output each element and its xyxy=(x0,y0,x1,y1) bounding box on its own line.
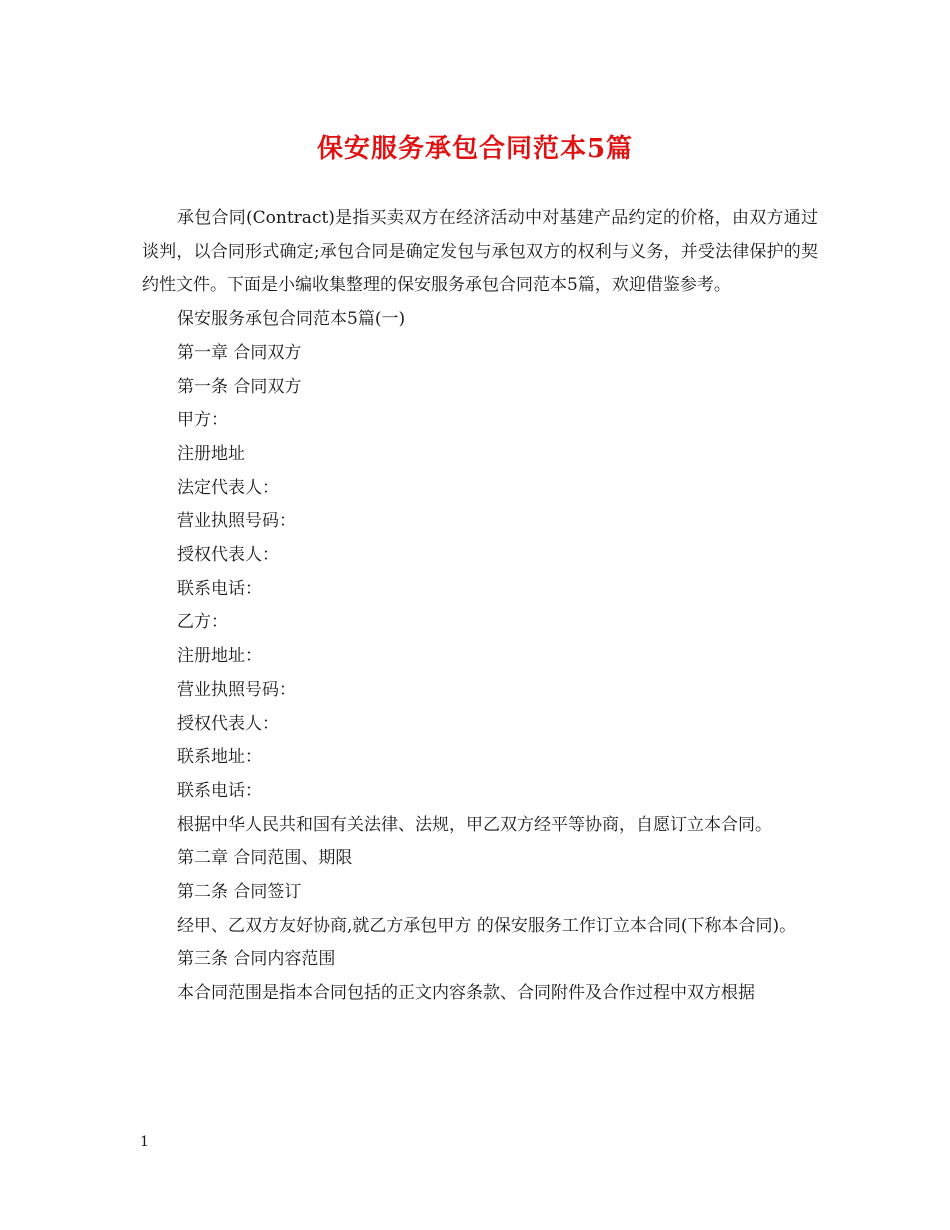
party-a-authorized-rep: 授权代表人： xyxy=(177,545,280,566)
party-b-license: 营业执照号码： xyxy=(177,679,297,700)
document-title: 保安服务承包合同范本5篇 xyxy=(316,134,634,164)
body-paragraph: 本合同范围是指本合同包括的正文内容条款、合同附件及合作过程中双方根据 xyxy=(177,983,756,1004)
intro-paragraph: 承包合同(Contract)是指买卖双方在经济活动中对基建产品约定的价格，由双方通过谈判，以合同形式确定;承包合同是确定发包与承包双方的权利与义务，并受法律保护的契约性文件。下面是小编收集整理的保安服务承包合同范本5篇，欢迎借鉴参考。 xyxy=(142,208,818,296)
body-paragraph: 经甲、乙双方友好协商,就乙方承包甲方 的保安服务工作订立本合同(下称本合同)。 xyxy=(177,915,797,936)
chapter-heading: 第二章 合同范围、期限 xyxy=(177,848,353,869)
party-b-contact-address: 联系地址： xyxy=(177,747,263,768)
page-number: 1 xyxy=(140,1134,149,1150)
party-a-license: 营业执照号码： xyxy=(177,511,297,532)
legal-basis-paragraph: 根据中华人民共和国有关法律、法规，甲乙双方经平等协商，自愿订立本合同。 xyxy=(177,814,773,835)
party-b-phone: 联系电话： xyxy=(177,780,263,801)
article-heading: 第二条 合同签订 xyxy=(177,882,302,903)
article-heading: 第三条 合同内容范围 xyxy=(177,949,336,970)
party-a-phone: 联系电话： xyxy=(177,578,263,599)
section-heading: 保安服务承包合同范本5篇(一) xyxy=(177,309,406,330)
party-a-label: 甲方： xyxy=(177,410,229,431)
chapter-heading: 第一章 合同双方 xyxy=(177,342,302,363)
party-b-label: 乙方： xyxy=(177,612,229,633)
party-b-authorized-rep: 授权代表人： xyxy=(177,713,280,734)
party-a-legal-rep: 法定代表人： xyxy=(177,477,280,498)
article-heading: 第一条 合同双方 xyxy=(177,376,302,397)
party-a-address: 注册地址 xyxy=(177,443,246,464)
party-b-address: 注册地址： xyxy=(177,646,263,667)
document-body xyxy=(142,202,818,1011)
